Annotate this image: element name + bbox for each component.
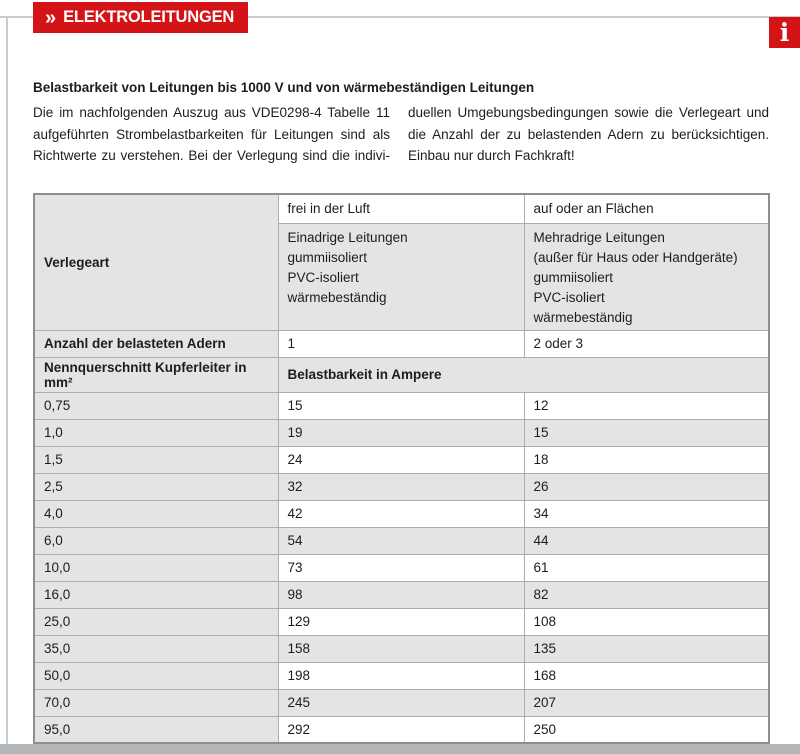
section-banner [33,2,248,33]
ampacity-surface-cell: 108 [524,608,769,635]
column-header-on-surfaces: auf oder an Flächen [524,194,769,223]
intro-line: die Anzahl der zu belastenden Adern zu berücksichtigen. [408,126,769,142]
cable-types-on-surfaces-cell [524,223,769,330]
chevron-right-icon: » [45,6,57,29]
ampacity-surface-cell: 168 [524,662,769,689]
ampacity-free-air-cell: 15 [278,392,524,419]
cross-section-cell: 10,0 [34,554,278,581]
ampacity-free-air-cell: 158 [278,635,524,662]
table-row [34,608,769,635]
ampacity-free-air-cell: 198 [278,662,524,689]
cable-types-free-air-cell [278,223,524,330]
ampacity-surface-cell: 61 [524,554,769,581]
cross-section-cell: 70,0 [34,689,278,716]
ampacity-surface-cell: 135 [524,635,769,662]
cross-section-cell: 2,5 [34,473,278,500]
loaded-cores-on-surfaces-cell: 2 oder 3 [524,330,769,357]
intro-line: Einbau nur durch Fachkraft! [408,148,575,164]
ampacity-free-air-cell: 42 [278,500,524,527]
table-row [34,500,769,527]
intro-line: duellen Umgebungsbedingungen sowie die Verlegeart und [408,105,769,120]
intro-line: Die im nachfolgenden Auszug aus VDE0298-4 Tabelle 11 [33,105,390,120]
table-row [34,581,769,608]
ampacity-free-air-cell: 24 [278,446,524,473]
ampacity-table-header [34,194,769,392]
cross-section-cell: 25,0 [34,608,278,635]
cable-type-line: PVC-isoliert [533,289,605,305]
intro-line: aufgeführten Strombelastbarkeiten für Leitungen sind als [33,126,390,142]
cable-type-line: Mehradrige Leitungen [533,229,665,245]
cable-type-line: gummiisoliert [533,269,614,285]
ampacity-free-air-cell: 73 [278,554,524,581]
cable-type-line: gummiisoliert [287,249,368,265]
page-frame-left-line [6,16,8,744]
table-row-verlegeart [34,194,769,223]
cross-section-cell: 6,0 [34,527,278,554]
cable-type-line: wärmebeständig [287,289,387,305]
table-row-cross-section-header [34,357,769,392]
verlegeart-header-cell: Verlegeart [34,194,278,330]
ampacity-free-air-cell: 292 [278,716,524,743]
ampacity-free-air-cell: 32 [278,473,524,500]
ampacity-surface-cell: 15 [524,419,769,446]
ampacity-label-cell: Belastbarkeit in Ampere [278,357,769,392]
table-row [34,446,769,473]
cable-type-line: (außer für Haus oder Handgeräte) [533,249,738,265]
loaded-cores-label-cell: Anzahl der belasteten Adern [34,330,278,357]
cable-type-line: wärmebeständig [533,309,633,325]
ampacity-table [33,193,770,744]
ampacity-surface-cell: 250 [524,716,769,743]
cross-section-cell: 0,75 [34,392,278,419]
ampacity-surface-cell: 12 [524,392,769,419]
ampacity-surface-cell: 34 [524,500,769,527]
ampacity-table-body [34,392,769,743]
cable-type-line: Einadrige Leitungen [287,229,408,245]
table-row [34,554,769,581]
table-row [34,419,769,446]
table-row [34,689,769,716]
cross-section-cell: 1,0 [34,419,278,446]
ampacity-free-air-cell: 129 [278,608,524,635]
cross-section-cell: 95,0 [34,716,278,743]
table-row [34,716,769,743]
ampacity-surface-cell: 26 [524,473,769,500]
cable-type-line: PVC-isoliert [287,269,359,285]
article-heading: Belastbarkeit von Leitungen bis 1000 V und von wärmebeständigen Leitungen [33,80,535,95]
table-row [34,635,769,662]
table-row [34,527,769,554]
table-row [34,473,769,500]
intro-column-right [408,102,769,167]
table-row-loaded-cores [34,330,769,357]
intro-line: Richtwerte zu verstehen. Bei der Verlegung sind die indivi- [33,148,390,164]
ampacity-free-air-cell: 54 [278,527,524,554]
ampacity-free-air-cell: 19 [278,419,524,446]
ampacity-surface-cell: 82 [524,581,769,608]
section-title: ELEKTROLEITUNGEN [63,8,235,27]
cross-section-cell: 4,0 [34,500,278,527]
cross-section-cell: 35,0 [34,635,278,662]
ampacity-surface-cell: 207 [524,689,769,716]
column-header-free-air: frei in der Luft [278,194,524,223]
cross-section-cell: 16,0 [34,581,278,608]
ampacity-surface-cell: 18 [524,446,769,473]
table-row [34,392,769,419]
intro-column-left [33,102,390,167]
loaded-cores-free-air-cell: 1 [278,330,524,357]
ampacity-free-air-cell: 245 [278,689,524,716]
cross-section-cell: 50,0 [34,662,278,689]
table-row [34,662,769,689]
info-icon-glyph: i [779,18,790,47]
info-icon [769,17,800,48]
cross-section-cell: 1,5 [34,446,278,473]
ampacity-free-air-cell: 98 [278,581,524,608]
cross-section-label-cell: Nennquerschnitt Kupferleiter in mm² [34,357,278,392]
page-footer-bar [0,744,800,754]
ampacity-surface-cell: 44 [524,527,769,554]
